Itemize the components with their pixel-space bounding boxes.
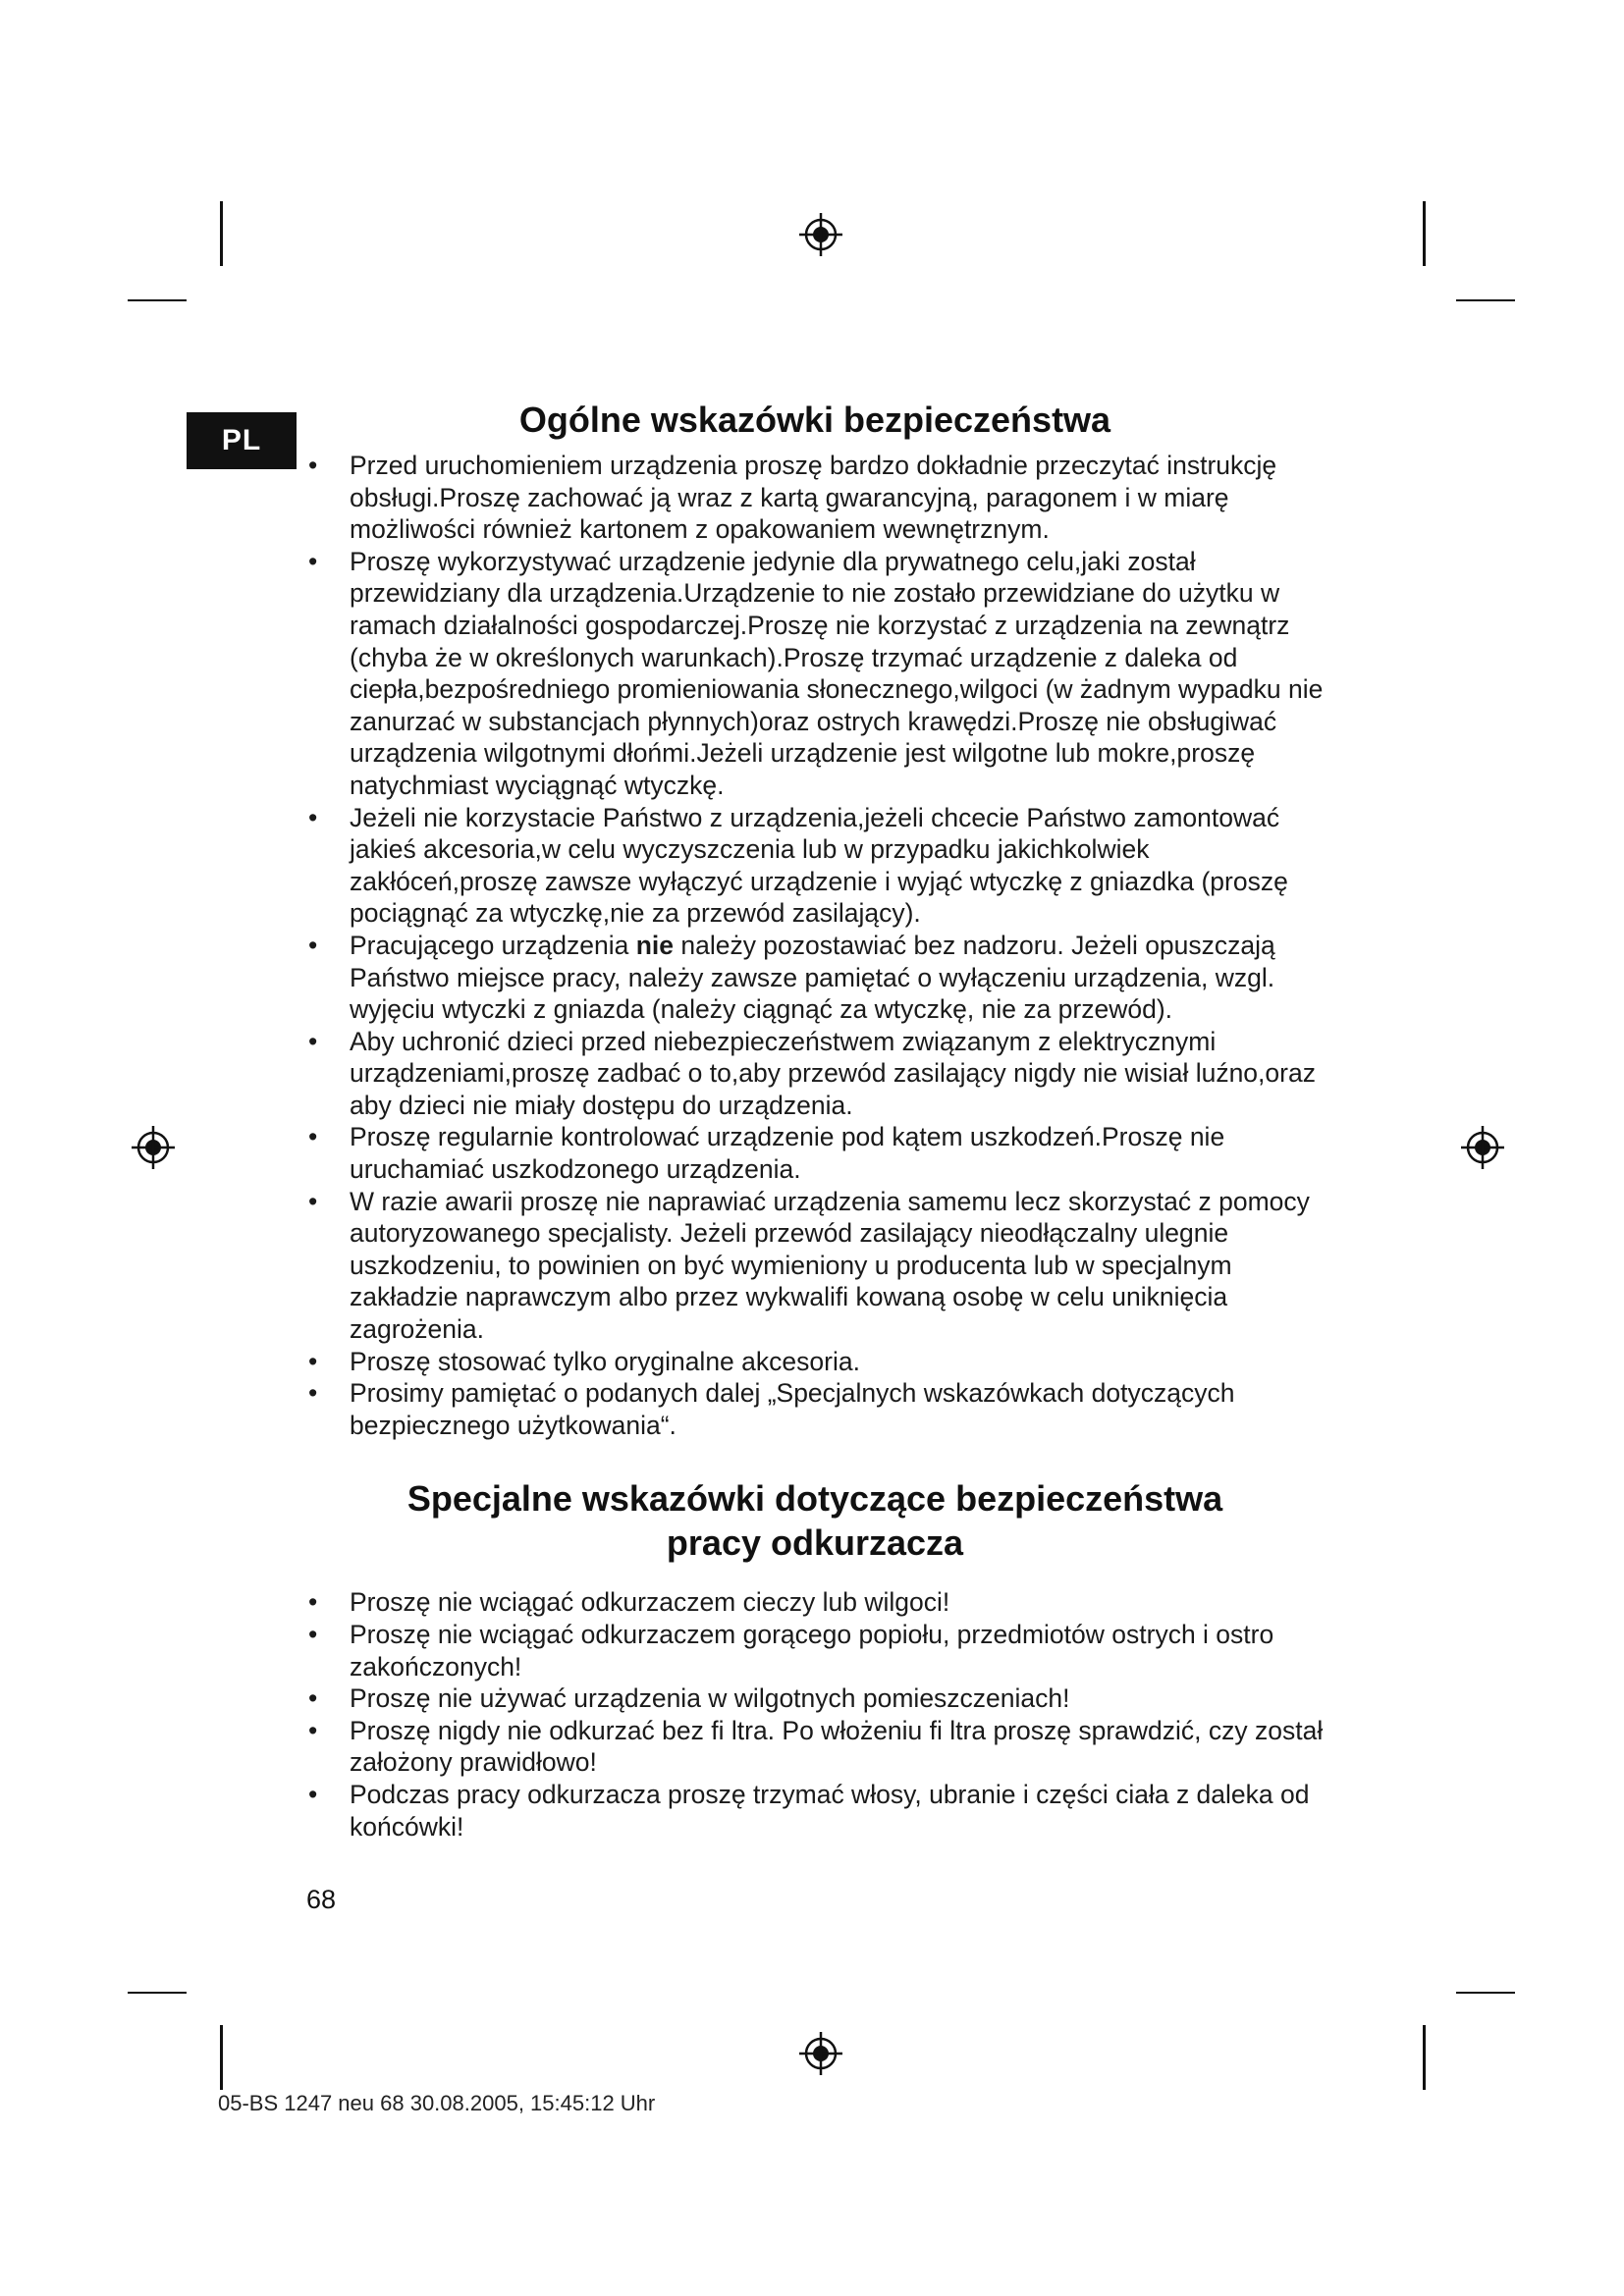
bullet-icon: • <box>308 451 318 480</box>
print-footer: 05-BS 1247 neu 68 30.08.2005, 15:45:12 Uhr <box>218 2091 656 2115</box>
registration-mark-icon <box>1459 1124 1506 1171</box>
crop-mark-bottom-right-vertical <box>1423 2025 1426 2090</box>
crop-mark-top-left-horizontal <box>128 299 187 301</box>
list-item: • Aby uchronić dzieci przed niebezpieczeństwem związanym z elektrycznymi urządzeniami,proszę zadbać o to,aby przewód zasilający nigdy nie wisiał luźno,oraz aby dzieci nie miały dostępu do urządzenia. <box>308 1026 1316 1120</box>
bullet-icon: • <box>308 1587 318 1618</box>
bullet-icon: • <box>308 930 318 960</box>
list-item: • Podczas pracy odkurzacza proszę trzymać włosy, ubranie i części ciała z daleka od końcówki! <box>308 1779 1310 1842</box>
list-item: • Proszę nigdy nie odkurzać bez fi ltra. Po włożeniu fi ltra proszę sprawdzić, czy został założony prawidłowo! <box>308 1715 1324 1778</box>
list-item: • Proszę stosować tylko oryginalne akcesoria. <box>308 1346 860 1376</box>
page-content <box>295 398 1335 1842</box>
list-item: • Proszę nie używać urządzenia w wilgotnych pomieszczeniach! <box>308 1683 1070 1714</box>
bullet-icon: • <box>308 1026 318 1056</box>
list-item: • Proszę nie wciągać odkurzaczem gorącego popiołu, przedmiotów ostrych i ostro zakończonych! <box>308 1620 1274 1682</box>
bullet-icon: • <box>308 1186 318 1216</box>
list-item: • W razie awarii proszę nie naprawiać urządzenia samemu lecz skorzystać z pomocy autoryzowanego specjalisty. Jeżeli przewód zasilający nieodłączalny ulegnie uszkodzeniu, to powinien on być wymieniony u producenta lub w specjalnym zakładzie naprawczym albo przez wykwalifi kowaną osobę w celu uniknięcia zagrożenia. <box>308 1186 1310 1345</box>
registration-mark-icon <box>797 211 844 258</box>
list-item: • Proszę regularnie kontrolować urządzenie pod kątem uszkodzeń.Proszę nie uruchamiać uszkodzonego urządzenia. <box>308 1122 1225 1185</box>
list-item: • Jeżeli nie korzystacie Państwo z urządzenia,jeżeli chcecie Państwo zamontować jakieś akcesoria,w celu wyczyszczenia lub w przypadku jakichkolwiek zakłóceń,proszę zawsze wyłączyć urządzenie i wyjąć wtyczkę z gniazdka (proszę pociągnąć za wtyczkę,nie za przewód zasilający). <box>308 802 1288 929</box>
registration-mark-icon <box>130 1124 177 1171</box>
page-number: 68 <box>306 1885 337 1914</box>
crop-mark-bottom-left-vertical <box>220 2025 223 2090</box>
list-item: • Pracującego urządzenia nie należy pozostawiać bez nadzoru. Jeżeli opuszczają Państwo miejsce pracy, należy zawsze pamiętać o wyłączeniu urządzenia, wzgl. wyjęciu wtyczki z gniazda (należy ciągnąć za wtyczkę, nie za przewód). <box>308 930 1275 1025</box>
bullet-icon: • <box>308 1779 318 1809</box>
crop-mark-bottom-left-horizontal <box>128 1992 187 1994</box>
bullet-icon: • <box>308 1715 318 1745</box>
bullet-icon: • <box>308 1122 318 1152</box>
bullet-icon: • <box>308 1683 318 1714</box>
section-title-general-safety: Ogólne wskazówki bezpieczeństwa <box>518 400 1111 440</box>
general-safety-list <box>295 450 1335 1441</box>
vacuum-safety-list <box>295 1586 1335 1842</box>
bullet-icon: • <box>308 802 318 832</box>
list-item: • Prosimy pamiętać o podanych dalej „Specjalnych wskazówkach dotyczących bezpiecznego użytkowania“. <box>308 1378 1235 1440</box>
list-item: • Proszę wykorzystywać urządzenie jedynie dla prywatnego celu,jaki został przewidziany dla urządzenia.Urządzenie to nie zostało przewidziane do użytku w ramach działalności gospodarczej.Proszę nie korzystać z urządzenia na zewnątrz (chyba że w określonych warunkach).Proszę trzymać urządzenie z daleka od ciepła,bezpośredniego promieniowania słonecznego,wilgoci (w żadnym wypadku nie zanurzać w substancjach płynnych)oraz ostrych krawędzi.Proszę nie obsługiwać urządzenia wilgotnymi dłońmi.Jeżeli urządzenie jest wilgotne lub mokre,proszę natychmiast wyciągnąć wtyczkę. <box>308 546 1324 800</box>
bullet-icon: • <box>308 1620 318 1649</box>
bullet-icon: • <box>308 1378 318 1409</box>
section-title-vacuum-safety: Specjalne wskazówki dotyczące bezpieczeństwa pracy odkurzacza <box>406 1478 1223 1564</box>
language-tab: PL <box>187 412 297 469</box>
list-item: • Przed uruchomieniem urządzenia proszę bardzo dokładnie przeczytać instrukcję obsługi.Proszę zachować ją wraz z kartą gwarancyjną, paragonem i w miarę możliwości również kartonem z opakowaniem wewnętrznym. <box>308 451 1277 545</box>
crop-mark-top-right-horizontal <box>1456 299 1515 301</box>
bullet-icon: • <box>308 1346 318 1376</box>
crop-mark-top-right-vertical <box>1423 201 1426 266</box>
crop-mark-bottom-right-horizontal <box>1456 1992 1515 1994</box>
bullet-icon: • <box>308 546 318 576</box>
emphasis-nie: nie <box>635 930 674 960</box>
crop-mark-top-left-vertical <box>220 201 223 266</box>
list-item: • Proszę nie wciągać odkurzaczem cieczy lub wilgoci! <box>308 1587 950 1618</box>
registration-mark-icon <box>797 2030 844 2077</box>
